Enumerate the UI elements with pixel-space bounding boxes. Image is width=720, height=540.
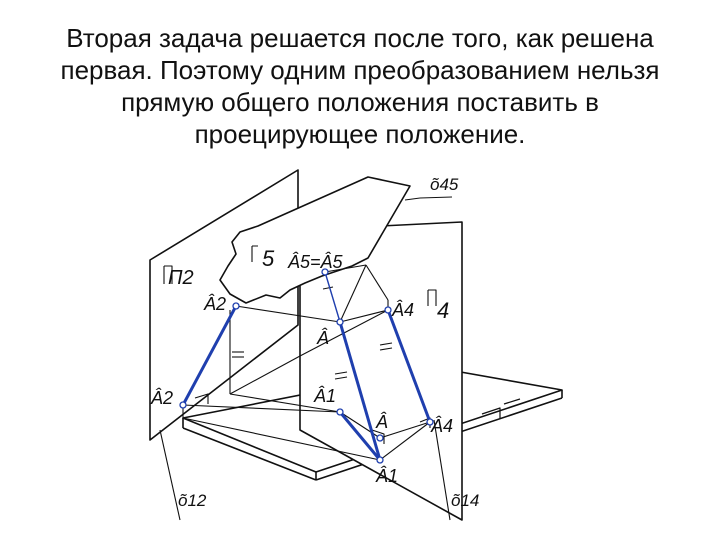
label-a: Â [317,328,330,348]
plane-5-label: 5 [262,246,275,271]
point-a [337,319,343,325]
title-line-3: прямую общего положения поставить в [121,87,599,117]
axis-x12-label: õ12 [178,491,207,510]
label-a2-lower: Â2 [151,388,174,408]
point-a-lower [377,435,383,441]
title-line-1: Вторая задача решается после того, как решена [66,23,654,53]
label-a5: Â5=Â5 [288,252,343,272]
title-line-2: первая. Поэтому одним преобразованием нельзя [60,55,660,85]
label-a1-bottom: Â1 [376,466,399,486]
axis-x45-label: õ45 [430,175,459,194]
plane-4-label: 4 [437,298,450,323]
point-a1-mid [337,409,343,415]
axis-x14-label: õ14 [451,491,480,510]
label-a2-upper: Â2 [204,294,227,314]
point-a4-upper [385,307,391,313]
plane-2-label: П2 [168,267,194,289]
label-a-lower: Â [376,412,389,432]
title-line-4: проецирующее положение. [194,119,526,149]
label-a4-lower: Â4 [431,416,454,436]
point-a1-bottom [377,457,383,463]
label-a4-upper: Â4 [392,300,415,320]
point-a2-lower [180,402,186,408]
label-a1-mid: Â1 [314,386,337,406]
point-a2-upper [233,303,239,309]
